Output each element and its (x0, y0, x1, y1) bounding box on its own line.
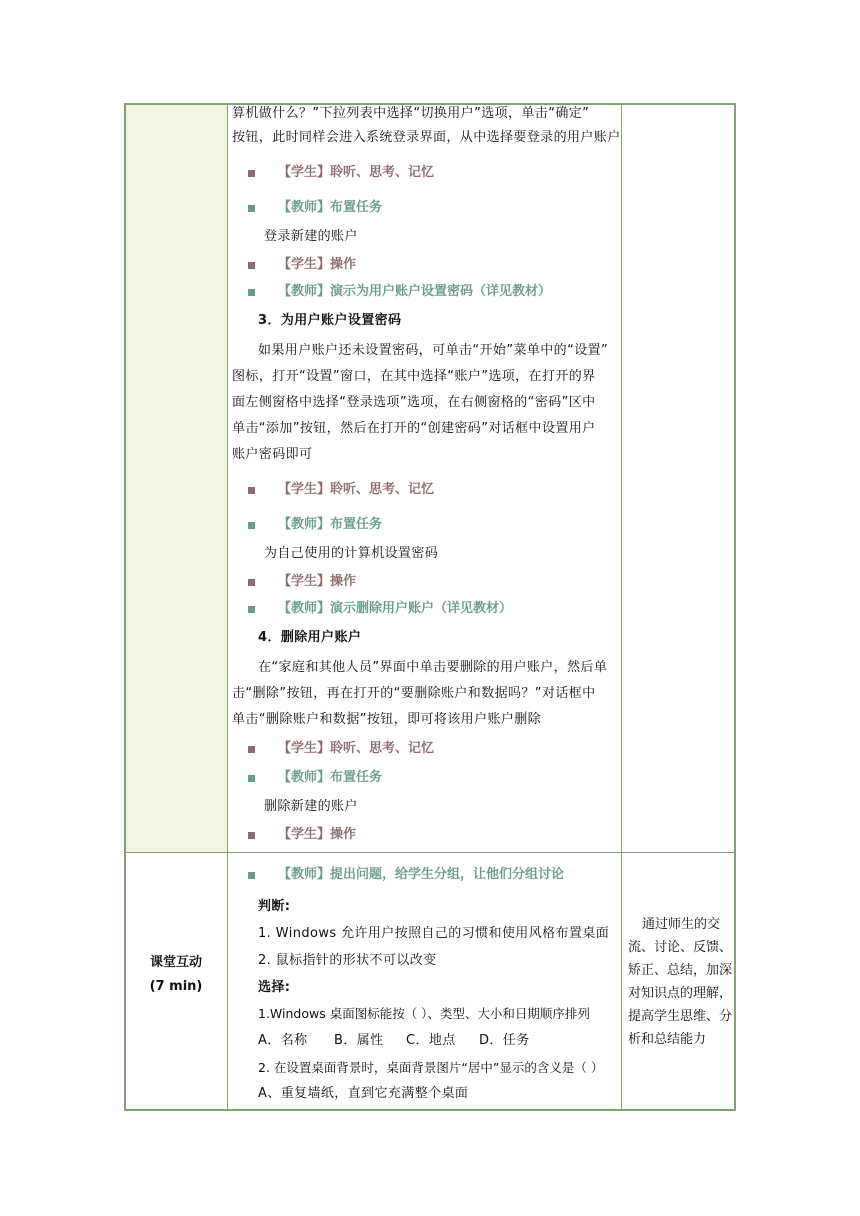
choice-2-option-a: A、重复墙纸，直到它充满整个桌面 (258, 1086, 469, 1101)
choice-option-b: B．属性 (334, 1033, 384, 1048)
choice-option-d: D．任务 (479, 1033, 530, 1048)
judge-label: 判断: (258, 899, 291, 914)
teacher-demo-password: 【教师】演示为用户账户设置密码（详见教材） (278, 284, 552, 299)
teacher-assign-3: 【教师】布置任务 (278, 770, 383, 785)
column-divider-2 (621, 105, 622, 1109)
column-divider-1 (227, 105, 228, 1109)
student-operate-3: 【学生】操作 (278, 827, 357, 842)
bullet-square-icon (248, 775, 255, 782)
intro-line-1: 算机做什么？”下拉列表中选择“切换用户”选项，单击“确定” (232, 106, 590, 121)
student-operate-1: 【学生】操作 (278, 257, 357, 272)
bullet-square-icon (248, 606, 255, 613)
note-line-1: 通过师生的交 (642, 917, 721, 932)
student-listen-3: 【学生】聆听、思考、记忆 (278, 741, 435, 756)
choice-option-c: C．地点 (406, 1033, 456, 1048)
bullet-square-icon (248, 289, 255, 296)
bullet-square-icon (248, 170, 255, 177)
teacher-demo-delete: 【教师】演示删除用户账户（详见教材） (278, 601, 513, 616)
note-line-5: 提高学生思维、分 (628, 1009, 733, 1024)
teacher-assign-1: 【教师】布置任务 (278, 200, 383, 215)
para-4-line-1: 在“家庭和其他人员”界面中单击要删除的用户账户，然后单 (258, 660, 608, 675)
bullet-square-icon (248, 205, 255, 212)
para-3-line-3: 面左侧窗格中选择“登录选项”选项，在右侧窗格的“密码”区中 (232, 395, 596, 410)
row-divider (126, 852, 734, 853)
bullet-square-icon (248, 746, 255, 753)
judge-question-1: 1. Windows 允许用户按照自己的习惯和使用风格布置桌面 (258, 926, 610, 941)
teaching-note (628, 913, 733, 1051)
para-4-line-2: 击“删除”按钮，再在打开的“要删除账户和数据吗？”对话框中 (232, 686, 596, 701)
choice-label: 选择: (258, 980, 291, 995)
task-3: 为自己使用的计算机设置密码 (264, 546, 439, 561)
bullet-square-icon (248, 487, 255, 494)
task-5: 删除新建的账户 (264, 799, 358, 814)
bullet-square-icon (248, 579, 255, 586)
category-duration: (7 min) (149, 979, 203, 994)
para-3-line-5: 账户密码即可 (232, 447, 313, 462)
note-line-6: 析和总结能力 (628, 1032, 707, 1047)
heading-set-password: 3．为用户账户设置密码 (258, 313, 402, 328)
category-cell-shaded (126, 105, 227, 852)
para-3-line-1: 如果用户账户还未设置密码，可单击“开始”菜单中的“设置” (258, 343, 609, 358)
task-1: 登录新建的账户 (264, 229, 358, 244)
heading-delete-account: 4．删除用户账户 (258, 630, 362, 645)
note-line-3: 矫正、总结，加深 (628, 963, 733, 978)
student-listen-1: 【学生】聆听、思考、记忆 (278, 165, 435, 180)
para-3-line-4: 单击“添加”按钮，然后在打开的“创建密码”对话框中设置用户 (232, 421, 596, 436)
note-line-2: 流、讨论、反馈、 (628, 940, 733, 955)
student-operate-2: 【学生】操作 (278, 574, 357, 589)
choice-option-a: A．名称 (258, 1033, 308, 1048)
bullet-square-icon (248, 872, 255, 879)
note-line-4: 对知识点的理解， (628, 986, 733, 1001)
judge-question-2: 2. 鼠标指针的形状不可以改变 (258, 953, 437, 968)
intro-line-2: 按钮，此时同样会进入系统登录界面，从中选择要登录的用户账户 (232, 130, 621, 145)
teacher-raise-question: 【教师】提出问题，给学生分组，让他们分组讨论 (278, 867, 565, 882)
choice-question-1: 1.Windows 桌面图标能按（ ）、类型、大小和日期顺序排列 (258, 1006, 590, 1021)
para-3-line-2: 图标，打开“设置”窗口，在其中选择“账户”选项，在打开的界 (232, 369, 596, 384)
category-label: 课堂互动 (149, 955, 202, 970)
bullet-square-icon (248, 522, 255, 529)
para-4-line-3: 单击“删除账户和数据”按钮，即可将该用户账户删除 (232, 712, 542, 727)
bullet-square-icon (248, 832, 255, 839)
choice-question-2: 2. 在设置桌面背景时，桌面背景图片“居中”显示的含义是（ ） (258, 1060, 604, 1075)
teacher-assign-2: 【教师】布置任务 (278, 517, 383, 532)
bullet-square-icon (248, 262, 255, 269)
student-listen-2: 【学生】聆听、思考、记忆 (278, 482, 435, 497)
